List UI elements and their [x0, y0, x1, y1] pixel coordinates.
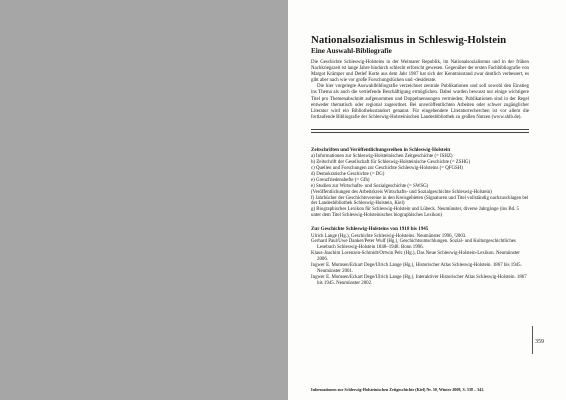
reference-item: Klaus-Joachim Lorenzen-Schmidt/Ortwin Pelc (Hg.), Das Neue Schleswig-Holstein-Lexikon. Neumünster 2006. — [311, 251, 520, 263]
page-number-rule — [532, 326, 533, 354]
list-item: a) Informationen zur Schleswig-Holsteinischen Zeitgeschichte (= ISHZ) — [311, 154, 453, 160]
section-divider — [311, 132, 529, 133]
list-item: c) Quellen und Forschungen zur Geschichte Schleswig-Holsteins (= QFGSH) — [311, 166, 463, 172]
page-title: Nationalsozialismus in Schleswig-Holstein — [311, 34, 507, 46]
list-item: e) Studien zur Wirtschafts- und Sozialgeschichte (= SWSG) — [311, 183, 429, 189]
section-heading-history: Zur Geschichte Schleswig-Holsteins von 1918 bis 1945 — [311, 226, 429, 233]
reference-item: Gerhard Paul/Uwe Danker/Peter Wulf (Hg.), Geschichtsumschlungen. Sozial- und Kulturgeschichtliches Lesebuch Schleswig-Holstein 1848–1948. Bonn 1996. — [311, 239, 516, 251]
intro-paragraph: Die hier vorgelegte Auswahlbibliografie verzeichnet zentrale Publikationen und soll sowohl den Einstieg ins Thema als auch die vertiefende Beschäftigung ermöglichen. Dabei wurden bewusst nur einige wichtigere Titel pro Themenabschnitt aufgenommen und Doppelnennungen vermieden; Publikationen sind in der Regel entweder thematisch oder regional zugeordnet. Bei unveröffentlichten Arbeiten oder schwer zugänglicher Literatur wird ein Bibliotheksstandort genannt. Für eingehendere Literaturrecherchen ist vor allem die fortlaufende Bibliografie der Schleswig-Holsteinischen Landesbibliothek zu großen Nutzen (www.shlb.de). — [311, 84, 529, 120]
list-item: d) Demokratische Geschichte (= DG) — [311, 171, 385, 177]
section-heading-journals: Zeitschriften und Veröffentlichungsreihen in Schleswig-Holstein — [311, 146, 451, 153]
page-footer: Informationen zur Schleswig-Holsteinischen Zeitgeschichte (Kiel) Nr. 50, Winter 2008, S. 338 – 341. — [311, 387, 485, 392]
list-item: f) Jahrbücher der Geschichtsvereine in den Kreisgebieten (Signaturen und Titel vollständig nachzuschlagen bei der Landesbibliothek Schleswig-Holstein, Kiel) — [311, 195, 529, 207]
reference-item: Ingwer E. Momsen/Eckart Dege/Ulrich Lange (Hg.), Interaktiver Historischer Atlas Schleswig-Holstein. 1867 bis 1945. Neumünster 2002. — [311, 274, 527, 286]
reference-item: Ingwer E. Momsen/Eckart Dege/Ulrich Lange (Hg.), Historischer Atlas Schleswig-Holstein. 1867 bis 1945. Neumünster 2001. — [311, 263, 522, 274]
reference-item: Ulrich Lange (Hg.), Geschichte Schleswig-Holsteins. Neumünster 1996, ²2003. — [311, 233, 467, 239]
page-number: 359 — [535, 339, 544, 345]
references-list — [311, 234, 529, 287]
page-subtitle: Eine Auswahl-Bibliografie — [311, 47, 392, 55]
list-item: b) Zeitschrift der Gesellschaft für Schleswig-Holsteinische Geschichte (= ZSHG) — [311, 160, 471, 166]
list-item: e) Grenzfriedenshefte (= Gfh) — [311, 177, 370, 183]
document-page — [288, 0, 566, 400]
section-divider — [311, 129, 529, 130]
page-content — [311, 34, 529, 287]
journals-list — [311, 154, 529, 219]
list-item: (Veröffentlichungen des Arbeitskreis Wirtschafts- und Sozialgeschichte Schleswig-Holstein) — [311, 189, 492, 195]
list-item: g) Biographisches Lexikon für Schleswig-Holstein und Lübeck. Neumünster, diverse Jahrgänge (ins Bd. 5 unter dem Titel Schleswig-Holsteinisches biographisches Lexikon) — [311, 207, 519, 219]
intro-paragraph: Die Geschichte Schleswig-Holsteins in der Weimarer Republik, im Nationalsozialismus und in der frühen Nachkriegszeit ist lange Jahre hindurch schlecht erforscht gewesen. Gegenüber der ersten Fachbibliografie von Margot Krämper und Detlef Korte aus dem Jahr 1987 hat sich der Kenntnisstand zwar deutlich verbessert, es gibt aber nach wie vor große Forschungslücken und -desiderate. — [311, 60, 529, 84]
